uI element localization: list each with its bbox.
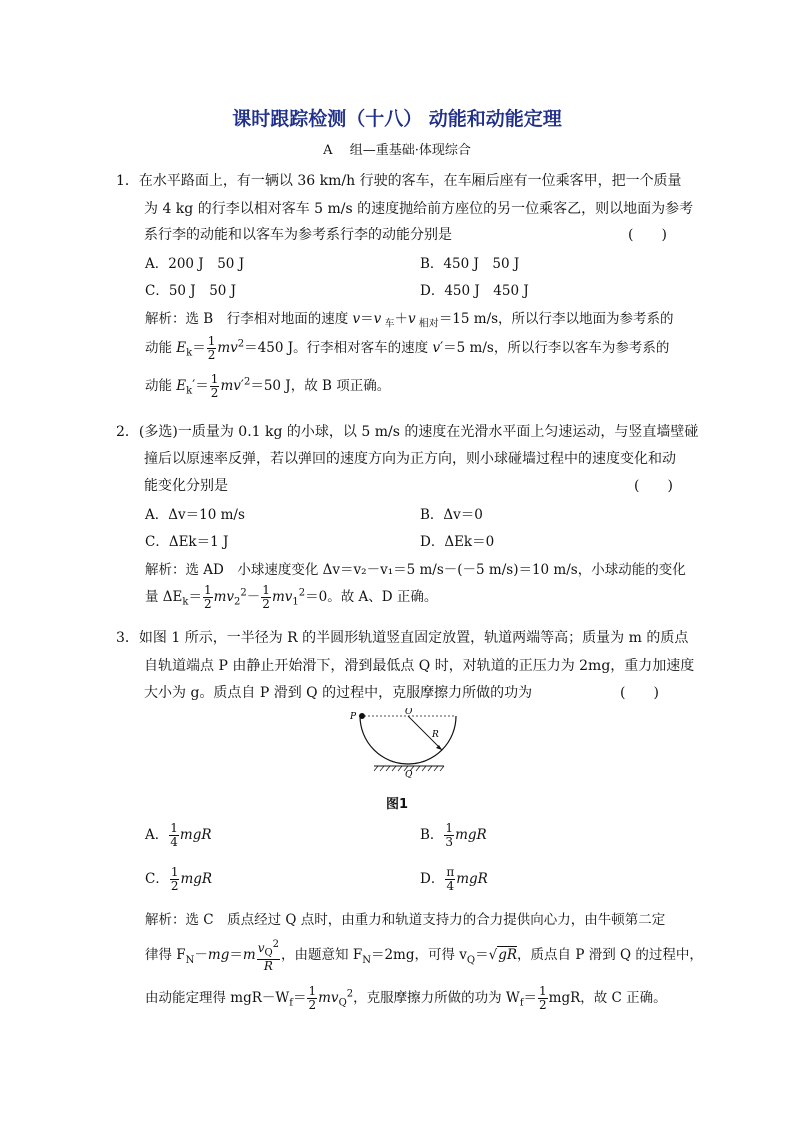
option-label: A． xyxy=(145,827,169,843)
q2-line-1: 2．(多选)一质量为 0.1 kg 的小球，以 5 m/s 的速度在光滑水平面上匀速运动，与竖直墙壁碰 xyxy=(116,424,699,440)
option-expression: mgR xyxy=(455,827,487,843)
q3-sol-text: ＝2mg，可得 v xyxy=(370,947,467,964)
q1-line-1: 1．在水平路面上，有一辆以 36 km/h 行驶的客车，在车厢后座有一位乘客甲，把一个质量 xyxy=(116,173,682,189)
q1-line-3: 系行李的动能和以客车为参考系行李的动能分别是 xyxy=(144,227,452,243)
q3-option-b xyxy=(420,822,487,849)
page-title: 课时跟踪检测（十八） 动能和动能定理 xyxy=(232,108,562,130)
label-r: R xyxy=(432,730,439,740)
fraction: $\frac{1}{2}$ xyxy=(170,865,179,893)
fraction: $\frac{\pi}{4}$ xyxy=(446,865,455,893)
fraction: $\frac{v_Q^2}{R}$ xyxy=(257,939,280,974)
fraction: $\frac{1}{3}$ xyxy=(445,821,454,849)
option-label: B． xyxy=(420,827,444,843)
fraction: $\frac{1}{2}$ xyxy=(308,984,317,1012)
fraction: $\frac{1}{4}$ xyxy=(170,821,178,849)
q3-option-c xyxy=(145,866,212,893)
q2-line-2: 撞后以原速率反弹，若以弹回的速度方向为正方向，则小球碰墙过程中的速度变化和动 xyxy=(144,451,676,467)
q3-option-a xyxy=(145,822,212,849)
q1-option-a: A．200 J 50 J xyxy=(145,256,245,272)
fraction: $\frac{1}{2}$ xyxy=(262,583,270,611)
label-q: Q xyxy=(405,770,413,778)
q1-solution-line-3: 动能 $E_k'=$ $\frac{1}{2}$ $mv'^2=50$ J，故 B 项正确。 xyxy=(145,372,391,400)
q3-sol-text: mgR，故 C 正确。 xyxy=(548,990,667,1006)
q1-sol-text: 动能 xyxy=(145,378,177,394)
option-label: C． xyxy=(145,871,169,887)
q1-sol-text: ＝50 J，故 B 项正确。 xyxy=(250,378,391,394)
q3-solution-line-2: 律得 $F_N-mg=m$ $\frac{v_Q^2}{R}$ ，由题意知 $F_N=2mg$，可得 $v_Q=√gR$，质点自 P 滑到 Q 的过程中， xyxy=(145,939,703,974)
section-subtitle: A 组—重基础·体现综合 xyxy=(323,143,471,158)
q1-option-b: B．450 J 50 J xyxy=(420,256,520,272)
q3-option-d xyxy=(420,866,488,893)
q2-line-3: 能变化分别是 xyxy=(144,478,228,494)
q3-answer-bracket: ( ) xyxy=(620,685,659,701)
q1-sol-text: ＝15 m/s，所以行李以地面为参考系的 xyxy=(438,311,674,327)
q3-line-3: 大小为 g。质点自 P 滑到 Q 的过程中，克服摩擦力所做的功为 xyxy=(144,685,533,701)
q2-option-d: D．ΔEk＝0 xyxy=(420,534,495,550)
q3-sol-text: 律得 F xyxy=(145,947,186,964)
q3-sol-text: ，克服摩擦力所做的功为 W xyxy=(353,990,520,1006)
semicircle-track xyxy=(360,716,456,764)
radius-arrowhead xyxy=(436,745,442,750)
q3-solution-line-1: 解析：选 C 质点经过 Q 点时，由重力和轨道支持力的合力提供向心力，由牛顿第二定 xyxy=(145,912,666,928)
q3-line-1: 3．如图 1 所示，一半径为 R 的半圆形轨道竖直固定放置，轨道两端等高；质量为 m 的质点 xyxy=(116,630,689,646)
q2-sol-text: 量 ΔE xyxy=(145,589,183,605)
q2-option-b: B．Δv＝0 xyxy=(420,507,483,523)
point-p-dot xyxy=(359,713,365,719)
semicircle-track-figure xyxy=(350,708,462,778)
figure-caption: 图1 xyxy=(385,797,409,812)
q1-option-c: C．50 J 50 J xyxy=(145,283,237,299)
fraction: $\frac{1}{2}$ xyxy=(207,334,216,362)
option-expression: mgR xyxy=(179,827,212,843)
q2-option-a: A．Δv＝10 m/s xyxy=(145,507,245,523)
q2-solution-line-1: 解析：选 AD 小球速度变化 Δv＝v₂－v₁＝5 m/s－(－5 m/s)＝10 m/s，小球动能的变化 xyxy=(145,562,686,578)
q2-option-c: C．ΔEk＝1 J xyxy=(145,534,229,550)
fraction: $\frac{1}{2}$ xyxy=(203,583,212,611)
q2-solution-line-2: 量 $\Delta E_k=$ $\frac{1}{2}$ $mv_2^2-$ $\frac{1}{2}$ $mv_1^2=0$。故 A、D 正确。 xyxy=(145,583,438,611)
fraction: $\frac{1}{2}$ xyxy=(539,984,547,1012)
q3-sol-text: 由动能定理得 mgR－W xyxy=(145,990,290,1006)
q1-line-2: 为 4 kg 的行李以相对客车 5 m/s 的速度抛给前方座位的另一位乘客乙，则以地面为参考 xyxy=(144,201,694,217)
label-o: O xyxy=(405,708,413,717)
q1-answer-bracket: ( ) xyxy=(628,227,667,243)
option-label: D． xyxy=(420,871,445,887)
q3-sol-text: ，质点自 P 滑到 Q 的过程中， xyxy=(517,947,703,964)
q1-sol-text: ＝450 J。行李相对客车的速度 xyxy=(244,340,433,356)
q1-sol-text: 解析：选 B 行李相对地面的速度 xyxy=(145,311,353,327)
q1-sol-text: ＝5 m/s，所以行李以客车为参考系的 xyxy=(443,340,670,356)
q2-sol-text: ＝0。故 A、D 正确。 xyxy=(305,589,438,605)
q3-sol-text: ，由题意知 F xyxy=(281,947,363,964)
label-p: P xyxy=(350,712,357,722)
q1-option-d: D．450 J 450 J xyxy=(420,283,529,299)
q1-solution-line-1: 解析：选 B 行李相对地面的速度 v＝v $_车$＋v $_{相对}$＝15 m/s，所以行李以地面为参考系的 xyxy=(145,311,674,330)
fraction: $\frac{1}{2}$ xyxy=(210,372,219,400)
q3-line-2: 自轨道端点 P 由静止开始滑下，滑到最低点 Q 时，对轨道的正压力为 2mg，重力加速度 xyxy=(144,658,695,674)
q1-sol-text: 动能 xyxy=(145,340,177,356)
q1-solution-line-2: 动能 $E_k=$ $\frac{1}{2}$ $mv^2=450$ J。行李相对客车的速度 v′＝5 m/s，所以行李以客车为参考系的 xyxy=(145,334,670,362)
q3-solution-line-3: 由动能定理得 $mgR-W_f=$ $\frac{1}{2}$ $mv_Q^2$，克服摩擦力所做的功为 $W_f=$ $\frac{1}{2}$ mgR，故 C 正确。 xyxy=(145,984,667,1012)
option-expression: mgR xyxy=(180,871,213,887)
option-expression: mgR xyxy=(456,871,488,887)
q2-answer-bracket: ( ) xyxy=(634,478,673,494)
